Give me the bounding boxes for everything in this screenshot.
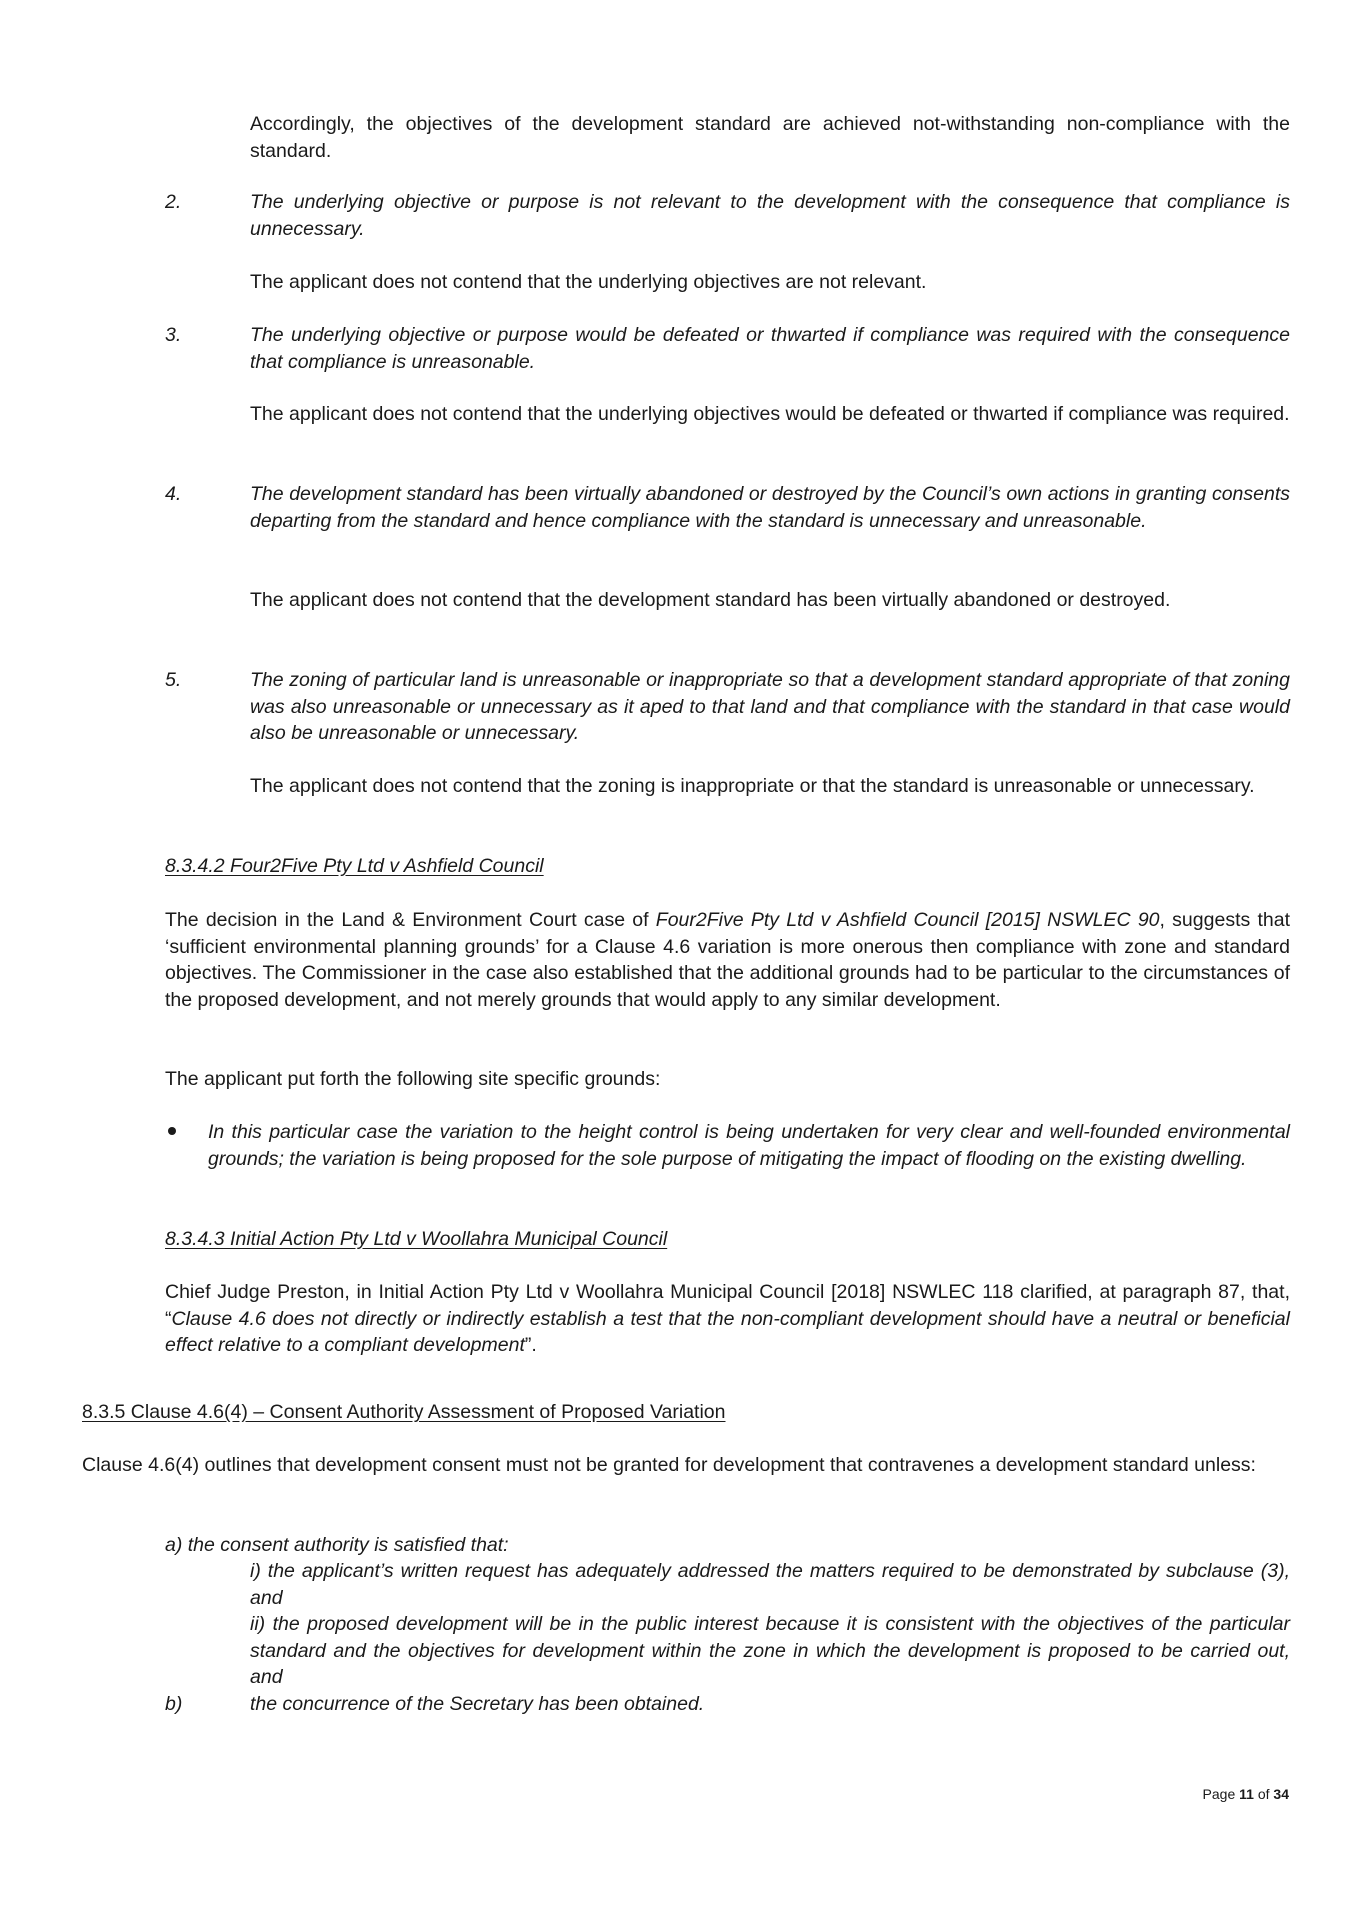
section-842-heading: 8.3.4.2 Four2Five Pty Ltd v Ashfield Council [165, 855, 544, 877]
section-843-quote: Clause 4.6 does not directly or indirectly establish a test that the non-compliant development should have a neutral or beneficial effect relative to a compliant development [165, 1307, 1290, 1356]
item-5-number: 5. [165, 669, 182, 691]
section-842-bullet: In this particular case the variation to the height control is being undertaken for very clear and well-founded environmental grounds; the variation is being proposed for the sole purpose of mitigating the impact of flooding on the existing dwelling. [208, 1121, 1290, 1170]
item-2-number: 2. [165, 191, 182, 213]
item-4-response: The applicant does not contend that the development standard has been virtually abandoned or destroyed. [250, 589, 1171, 611]
section-842-lead-in: The applicant put forth the following site specific grounds: [165, 1068, 661, 1090]
intro-paragraph: Accordingly, the objectives of the development standard are achieved not-withstanding non-compliance with the standard. [250, 113, 1290, 162]
bullet-icon [168, 1127, 176, 1135]
clause-a-i: i) the applicant’s written request has adequately addressed the matters required to be demonstrated by subclause (3), and [250, 1560, 1290, 1609]
section-843-text-a: Chief Judge Preston, in Initial Action Pty Ltd v Woollahra Municipal Council [2018] NSWLEC 118 clarified, at paragraph 87, that, “ [165, 1281, 1290, 1330]
section-835-heading: 8.3.5 Clause 4.6(4) – Consent Authority Assessment of Proposed Variation [82, 1401, 726, 1423]
section-842-text-a: The decision in the Land & Environment Court case of [165, 909, 656, 931]
page-footer [1203, 1785, 1289, 1803]
item-3-response: The applicant does not contend that the underlying objectives would be defeated or thwarted if compliance was required. [250, 403, 1290, 425]
item-3-heading: The underlying objective or purpose would be defeated or thwarted if compliance was required with the consequence that compliance is unreasonable. [250, 324, 1290, 373]
section-843-heading: 8.3.4.3 Initial Action Pty Ltd v Woollahra Municipal Council [165, 1228, 668, 1250]
item-5-response: The applicant does not contend that the zoning is inappropriate or that the standard is unreasonable or unnecessary. [250, 775, 1255, 797]
clause-b-text: the concurrence of the Secretary has been obtained. [250, 1693, 705, 1715]
clause-b-label: b) [165, 1693, 183, 1715]
item-2-response: The applicant does not contend that the underlying objectives are not relevant. [250, 271, 927, 293]
footer-page-current: 11 [1239, 1786, 1254, 1802]
section-835-paragraph: Clause 4.6(4) outlines that development consent must not be granted for development that contravenes a development standard unless: [82, 1454, 1256, 1476]
item-3-number: 3. [165, 324, 182, 346]
section-842-case-citation: Four2Five Pty Ltd v Ashfield Council [2015] NSWLEC 90 [655, 909, 1160, 931]
item-4-number: 4. [165, 483, 182, 505]
footer-of-word: of [1257, 1786, 1270, 1802]
clause-a-label: a) the consent authority is satisfied that: [165, 1534, 509, 1556]
footer-page-total: 34 [1273, 1786, 1289, 1802]
section-842-text-c: , suggests that ‘sufficient environmental planning grounds’ for a Clause 4.6 variation is more onerous then compliance with zone and standard objectives. The Commissioner in the case also established that the additional grounds had to be particular to the circumstances of the proposed development, and not merely grounds that would apply to any similar development. [165, 909, 1290, 1011]
item-2-heading: The underlying objective or purpose is not relevant to the development with the consequence that compliance is unnecessary. [250, 191, 1290, 240]
section-842-paragraph [165, 907, 1290, 1013]
item-4-heading: The development standard has been virtually abandoned or destroyed by the Council’s own actions in granting consents departing from the standard and hence compliance with the standard is unnecessary and unreasonable. [250, 483, 1290, 532]
item-5-heading: The zoning of particular land is unreasonable or inappropriate so that a development standard appropriate of that zoning was also unreasonable or unnecessary as it aped to that land and that compliance with the standard in that case would also be unreasonable or unnecessary. [250, 669, 1290, 744]
clause-a-ii: ii) the proposed development will be in the public interest because it is consistent with the objectives of the particular standard and the objectives for development within the zone in which the development is proposed to be carried out, and [250, 1613, 1290, 1688]
section-843-paragraph [165, 1279, 1290, 1359]
section-843-text-c: ”. [524, 1334, 537, 1356]
footer-page-word: Page [1202, 1786, 1236, 1802]
